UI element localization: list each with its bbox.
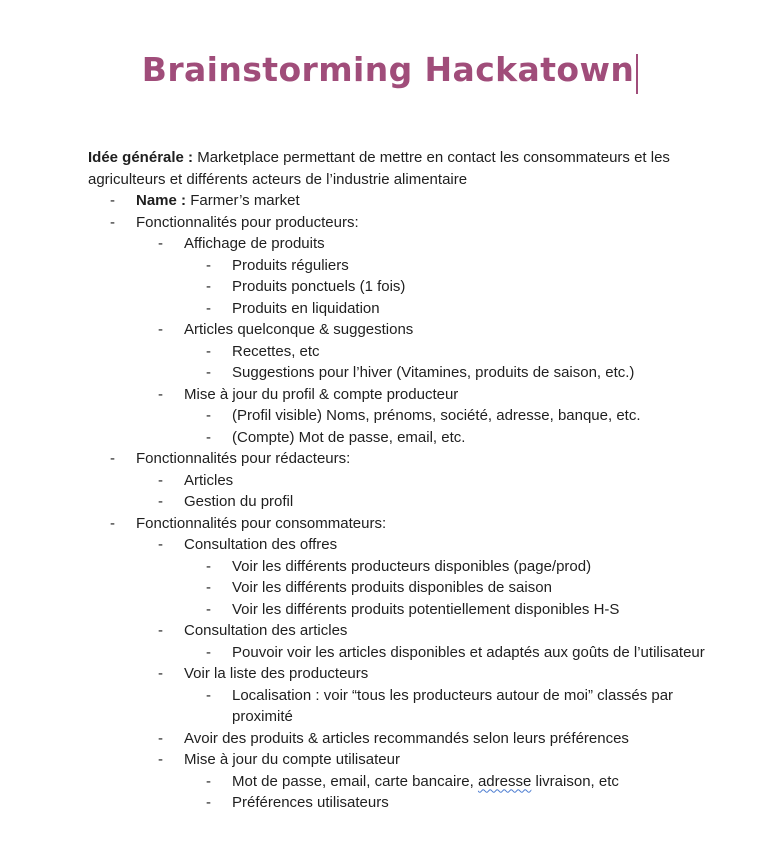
dash-bullet-icon: - xyxy=(206,643,211,661)
item-text: Produits en liquidation xyxy=(232,299,380,317)
list-item-level-2 xyxy=(88,233,708,255)
dash-bullet-icon: - xyxy=(158,493,163,510)
dash-bullet-icon: - xyxy=(158,471,163,489)
dash-bullet-icon: - xyxy=(158,751,163,768)
dash-bullet-icon: - xyxy=(206,299,211,317)
item-text: Suggestions pour l’hiver (Vitamines, produits de saison, etc.) xyxy=(232,364,635,381)
dash-bullet-icon: - xyxy=(206,772,211,790)
dash-bullet-icon: - xyxy=(110,213,115,231)
document-title-block xyxy=(0,44,774,97)
item-text: (Compte) Mot de passe, email, etc. xyxy=(232,428,466,446)
dash-bullet-icon: - xyxy=(158,536,163,553)
item-text: Articles quelconque & suggestions xyxy=(184,321,414,338)
spellcheck-flagged-word[interactable]: adresse xyxy=(477,772,532,790)
dash-bullet-icon: - xyxy=(158,622,163,639)
item-text: Produits réguliers xyxy=(232,256,349,274)
list-item-level-3 xyxy=(88,427,708,449)
dash-bullet-icon: - xyxy=(110,514,115,532)
list-item-level-2 xyxy=(88,663,708,685)
list-item-level-1 xyxy=(88,190,708,212)
dash-bullet-icon: - xyxy=(110,450,115,467)
document-title[interactable]: Brainstorming Hackatown xyxy=(141,50,635,89)
dash-bullet-icon: - xyxy=(206,579,211,596)
item-text: Recettes, etc xyxy=(232,342,320,360)
item-text: Consultation des offres xyxy=(184,536,338,553)
list-item-level-2 xyxy=(88,534,708,556)
document-body[interactable] xyxy=(88,147,708,814)
intro-paragraph xyxy=(88,147,708,190)
item-text: Mise à jour du profil & compte producteur xyxy=(184,385,459,403)
list-item-level-3 xyxy=(88,792,708,814)
dash-bullet-icon: - xyxy=(206,342,211,360)
intro-text: Marketplace permettant de mettre en contact les consommateurs et les agriculteurs et différents acteurs de l’industrie alimentaire xyxy=(88,149,670,188)
item-text: Voir la liste des producteurs xyxy=(184,665,369,682)
list-item-level-3 xyxy=(88,362,708,384)
item-text: Fonctionnalités pour consommateurs: xyxy=(136,514,387,532)
dash-bullet-icon: - xyxy=(206,428,211,446)
list-item-level-2 xyxy=(88,620,708,642)
list-item-level-2 xyxy=(88,319,708,341)
dash-bullet-icon: - xyxy=(158,321,163,338)
intro-label: Idée générale : xyxy=(88,149,194,166)
item-text: Gestion du profil xyxy=(184,493,294,510)
item-text: Fonctionnalités pour producteurs: xyxy=(136,213,359,231)
list-item-level-3 xyxy=(88,405,708,427)
list-item-level-3 xyxy=(88,556,708,578)
item-text: Consultation des articles xyxy=(184,622,348,639)
item-text: Affichage de produits xyxy=(184,235,325,252)
outline-list xyxy=(88,190,708,814)
item-text: Fonctionnalités pour rédacteurs: xyxy=(136,450,351,467)
item-text: Farmer’s market xyxy=(186,192,300,209)
item-label: Name : xyxy=(136,192,187,209)
text-cursor xyxy=(636,54,638,94)
item-text: Avoir des produits & articles recommandés selon leurs préférences xyxy=(184,729,629,747)
dash-bullet-icon: - xyxy=(158,385,163,403)
item-text: Mise à jour du compte utilisateur xyxy=(184,751,400,768)
list-item-level-2 xyxy=(88,384,708,406)
list-item-level-3 xyxy=(88,298,708,320)
dash-bullet-icon: - xyxy=(158,235,163,252)
dash-bullet-icon: - xyxy=(158,729,163,747)
list-item-level-3 xyxy=(88,577,708,599)
list-item-level-3 xyxy=(88,685,708,728)
item-text: Voir les différents produits potentiellement disponibles H-S xyxy=(232,600,620,618)
list-item-level-3 xyxy=(88,642,708,664)
item-text: Voir les différents producteurs disponibles (page/prod) xyxy=(232,557,592,575)
list-item-level-1 xyxy=(88,513,708,535)
item-text: (Profil visible) Noms, prénoms, société, adresse, banque, etc. xyxy=(232,407,641,424)
list-item-level-3 xyxy=(88,599,708,621)
dash-bullet-icon: - xyxy=(158,665,163,682)
item-text: Préférences utilisateurs xyxy=(232,794,389,811)
item-text: Localisation : voir “tous les producteurs autour de moi” classés par proximité xyxy=(232,686,674,725)
dash-bullet-icon: - xyxy=(206,364,211,381)
dash-bullet-icon: - xyxy=(206,557,211,575)
item-text: Produits ponctuels (1 fois) xyxy=(232,278,406,295)
dash-bullet-icon: - xyxy=(206,407,211,424)
list-item-level-2 xyxy=(88,491,708,513)
dash-bullet-icon: - xyxy=(206,256,211,274)
list-item-level-3 xyxy=(88,771,708,793)
list-item-level-3 xyxy=(88,255,708,277)
list-item-level-2 xyxy=(88,728,708,750)
list-item-level-2 xyxy=(88,470,708,492)
item-text: Pouvoir voir les articles disponibles et adaptés aux goûts de l’utilisateur xyxy=(232,643,705,661)
list-item-level-2 xyxy=(88,749,708,771)
list-item-level-1 xyxy=(88,448,708,470)
list-item-level-3 xyxy=(88,341,708,363)
item-text: livraison, etc xyxy=(531,772,619,790)
list-item-level-3 xyxy=(88,276,708,298)
item-text: Articles xyxy=(184,471,234,489)
item-text: Voir les différents produits disponibles de saison xyxy=(232,579,552,596)
dash-bullet-icon: - xyxy=(206,600,211,618)
item-text: Mot de passe, email, carte bancaire, xyxy=(232,772,478,790)
dash-bullet-icon: - xyxy=(206,794,211,811)
dash-bullet-icon: - xyxy=(206,278,211,295)
dash-bullet-icon: - xyxy=(206,686,211,704)
dash-bullet-icon: - xyxy=(110,192,115,209)
list-item-level-1 xyxy=(88,212,708,234)
